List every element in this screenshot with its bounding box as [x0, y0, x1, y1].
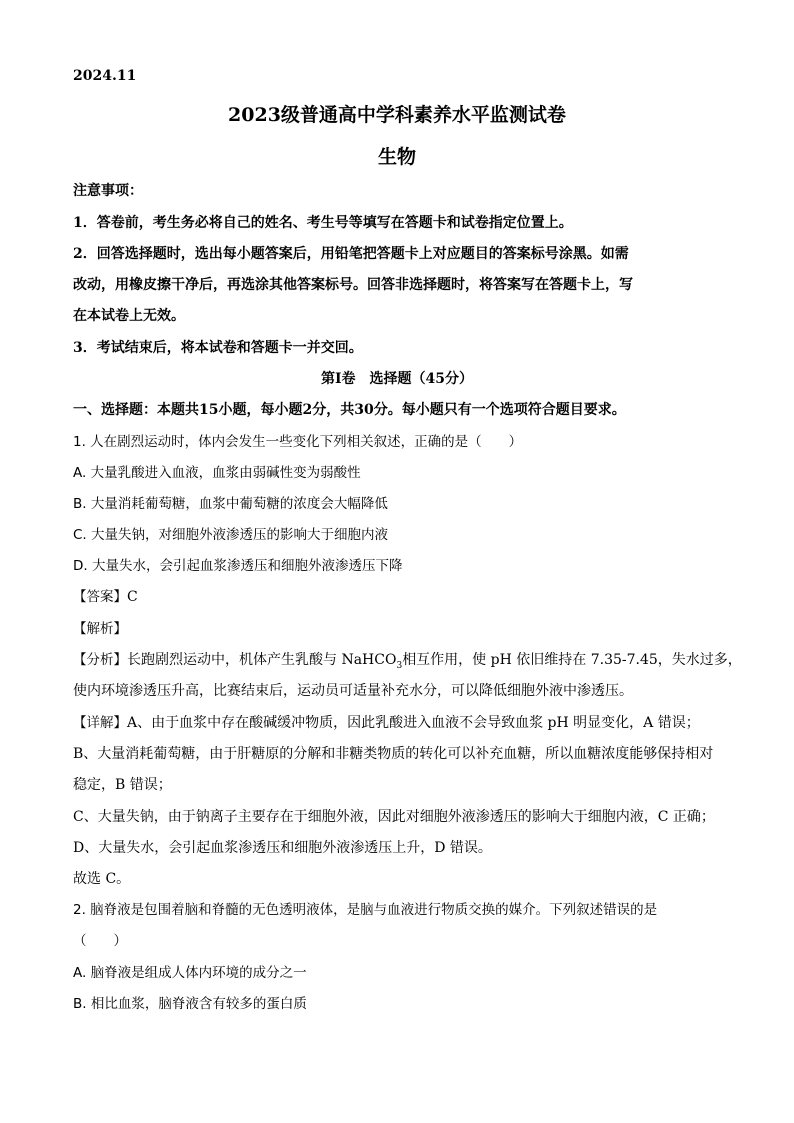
exam-date: 2024.11	[73, 68, 137, 84]
part1-heading: 第Ⅰ卷 选择题（45分）	[320, 371, 474, 387]
q1-xiangjie-b-line-1: B、大量消耗葡萄糖，由于肝糖原的分解和非糖类物质的转化可以补充血糖，所以血糖浓度能够保持相对	[73, 746, 714, 762]
fenxi-subscript: 3	[396, 660, 403, 671]
notice-item-3: 3．考试结束后，将本试卷和答题卡一并交回。	[73, 340, 363, 356]
q2-option-b: B. 相比血浆，脑脊液含有较多的蛋白质	[73, 996, 307, 1012]
exam-title: 2023级普通高中学科素养水平监测试卷	[228, 104, 566, 126]
fenxi-text-a: 长跑剧烈运动中，机体产生乳酸与 NaHCO	[127, 652, 397, 668]
q1-fenxi-line-2: 使内环境渗透压升高，比赛结束后，运动员可适量补充水分，可以降低细胞外液中渗透压。	[73, 683, 633, 699]
notice-heading: 注意事项：	[73, 183, 143, 199]
q1-xiangjie-a	[73, 714, 700, 732]
notice-item-2-line-3: 在本试卷上无效。	[73, 308, 185, 324]
exam-subject: 生物	[377, 146, 416, 168]
fenxi-tag: 【分析】	[73, 652, 127, 668]
q1-xiangjie-d: D、大量失水，会引起血浆渗透压和细胞外液渗透压上升，D 错误。	[73, 840, 492, 856]
q2-stem-line-2: （ ）	[73, 933, 127, 949]
notice-item-2-line-2: 改动，用橡皮擦干净后，再选涂其他答案标号。回答非选择题时，将答案写在答题卡上，写	[73, 277, 633, 293]
analysis-tag: 【解析】	[73, 621, 127, 637]
notice-item-2-line-1: 2．回答选择题时，选出每小题答案后，用铅笔把答题卡上对应题目的答案标号涂黑。如需	[73, 246, 629, 262]
q1-answer	[73, 588, 138, 606]
xiangjie-tag: 【详解】	[73, 715, 127, 731]
q1-option-a: A. 大量乳酸进入血液，血浆由弱碱性变为弱酸性	[73, 465, 361, 481]
q1-xiangjie-b-line-2: 稳定，B 错误；	[73, 777, 172, 793]
q1-option-c: C. 大量失钠，对细胞外液渗透压的影响大于细胞内液	[73, 527, 389, 543]
q1-xiangjie-c: C、大量失钠，由于钠离子主要存在于细胞外液，因此对细胞外液渗透压的影响大于细胞内液，C 正确；	[73, 809, 715, 825]
q1-conclusion: 故选 C。	[73, 871, 131, 887]
q1-option-d: D. 大量失水，会引起血浆渗透压和细胞外液渗透压下降	[73, 558, 403, 574]
q1-fenxi-line-1	[73, 651, 742, 669]
xiangjie-text-a: A、由于血浆中存在酸碱缓冲物质，因此乳酸进入血液不会导致血浆 pH 明显变化，A 错误；	[127, 715, 700, 731]
section-intro: 一、选择题：本题共15小题，每小题2分，共30分。每小题只有一个选项符合题目要求。	[73, 402, 626, 418]
answer-tag: 【答案】	[73, 589, 127, 605]
notice-item-1: 1．答卷前，考生务必将自己的姓名、考生号等填写在答题卡和试卷指定位置上。	[73, 215, 573, 231]
q2-stem-line-1: 2. 脑脊液是包围着脑和脊髓的无色透明液体，是脑与血液进行物质交换的媒介。下列叙述错误的是	[73, 902, 658, 918]
q1-stem: 1. 人在剧烈运动时，体内会发生一些变化下列相关叙述，正确的是（ ）	[73, 434, 523, 450]
fenxi-text-b: 相互作用，使 pH 依旧维持在 7.35-7.45，失水过多，	[402, 652, 742, 668]
q1-option-b: B. 大量消耗葡萄糖，血浆中葡萄糖的浓度会大幅降低	[73, 496, 388, 512]
q2-option-a: A. 脑脊液是组成人体内环境的成分之一	[73, 965, 307, 981]
answer-value: C	[127, 589, 138, 605]
